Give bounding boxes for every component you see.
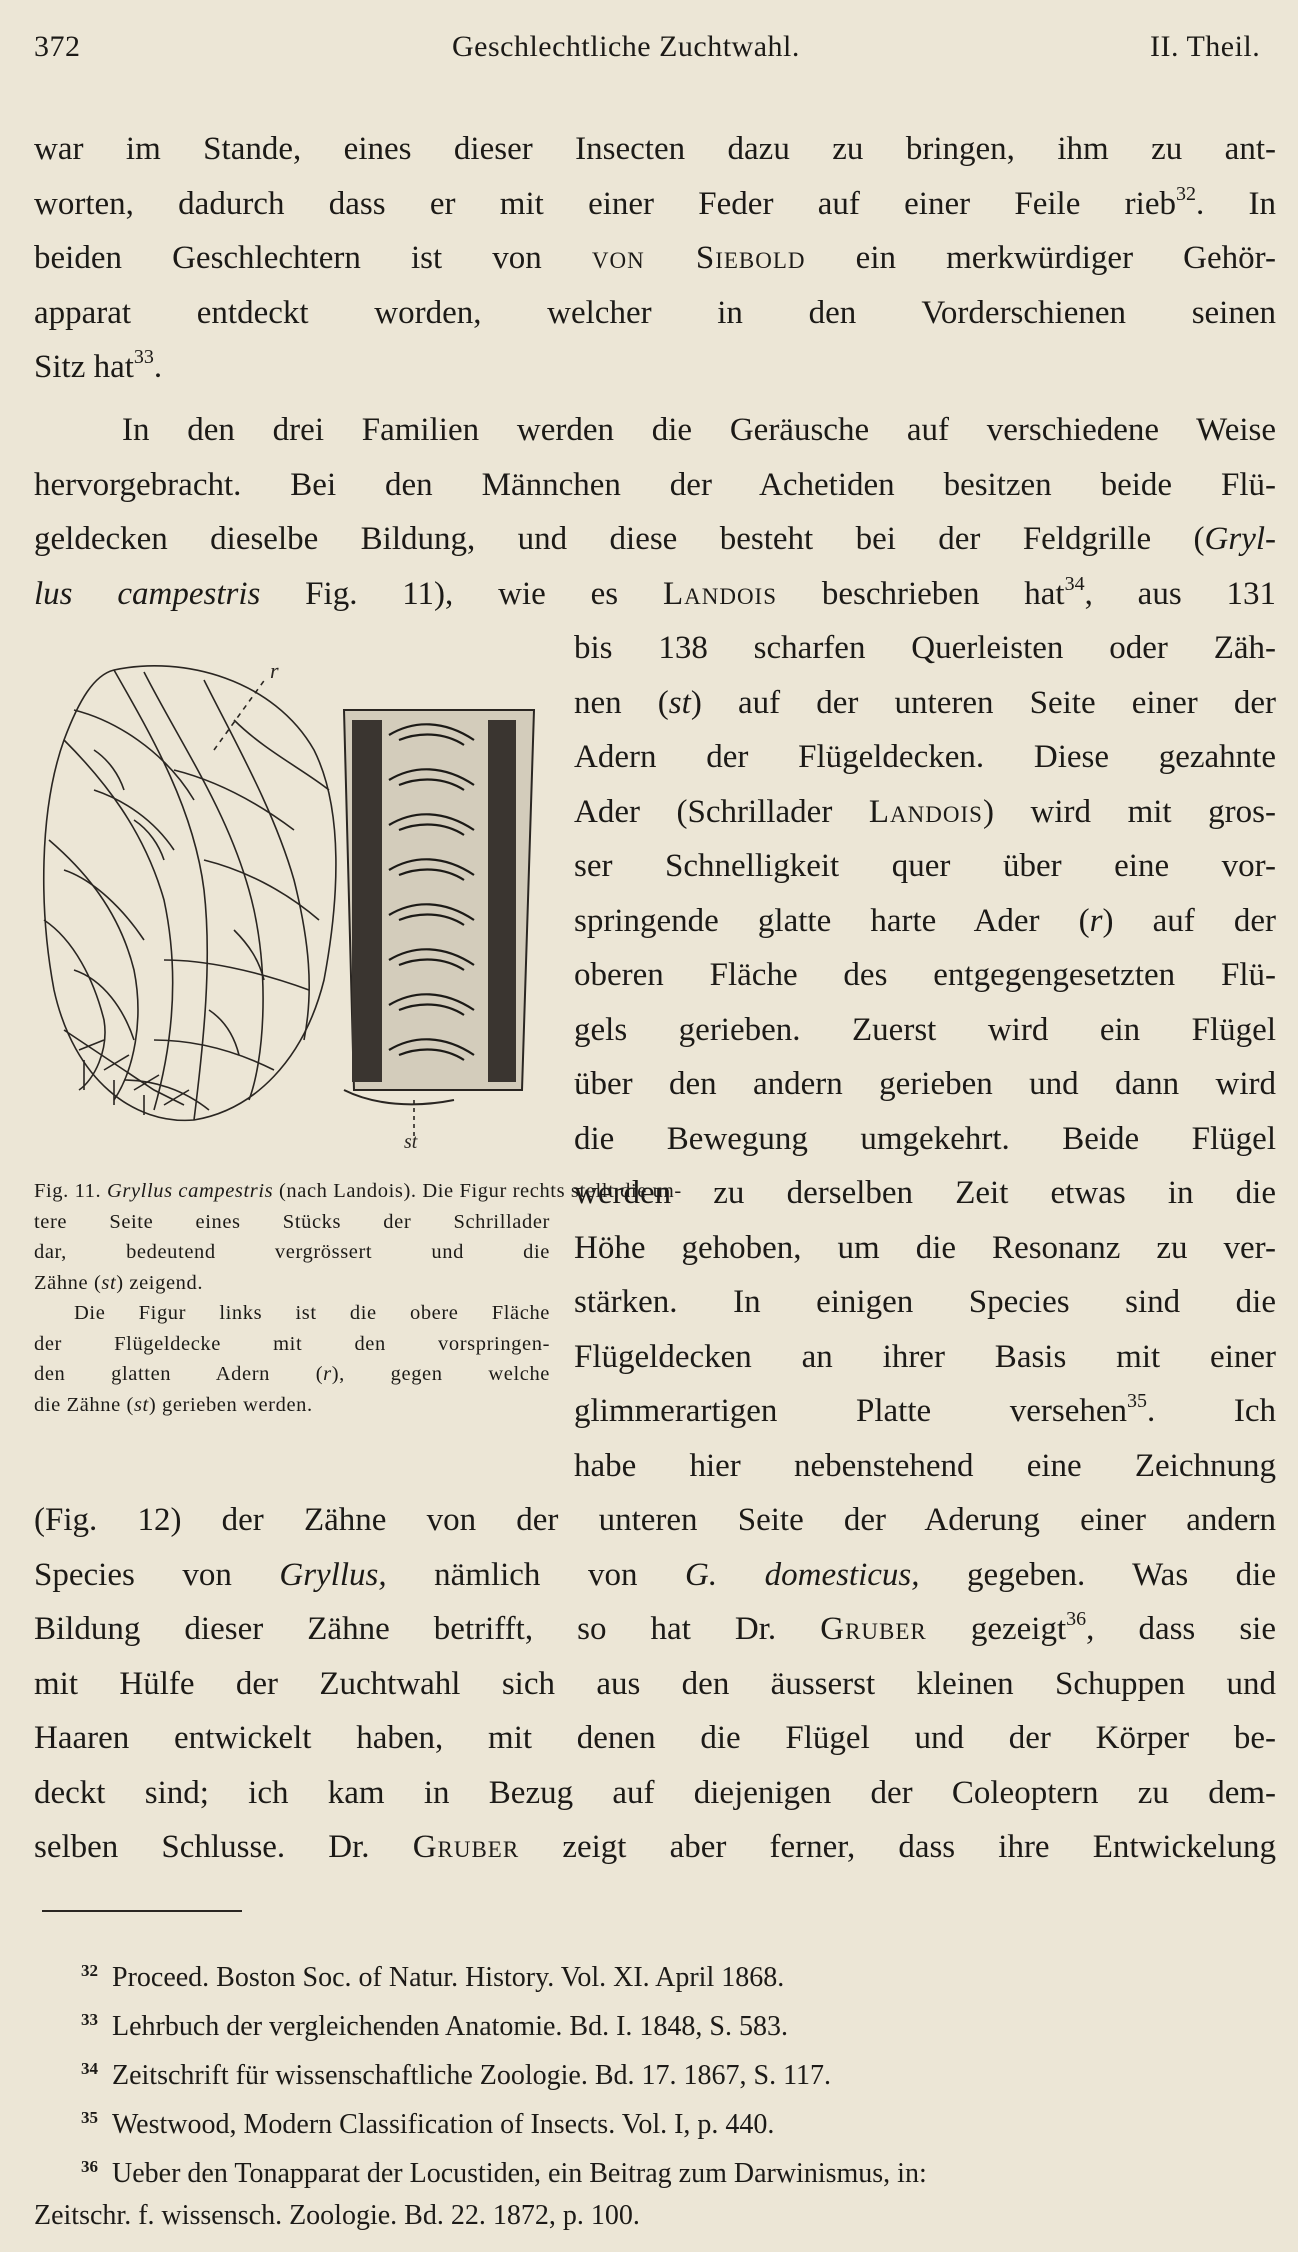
text-line bbox=[34, 340, 1276, 395]
text-run: nämlich von bbox=[386, 1556, 685, 1593]
text-line bbox=[34, 231, 1276, 286]
text-run: Bildung dieser Zähne betrifft, so hat Dr. bbox=[34, 1611, 821, 1647]
paragraph-2-column bbox=[574, 621, 1276, 1493]
text-line bbox=[574, 621, 1276, 676]
text-run: r bbox=[1089, 902, 1103, 939]
text-run: Landois bbox=[868, 793, 983, 830]
text-line bbox=[34, 286, 1276, 341]
caption-line bbox=[34, 1237, 550, 1268]
footnote bbox=[34, 2146, 1284, 2195]
text-run: beiden Geschlechtern ist von bbox=[34, 240, 592, 276]
text-run: Ader (Schrillader bbox=[574, 793, 869, 830]
text-run: mit Hülfe der Zuchtwahl sich aus den äusserst kleinen Schuppen und bbox=[34, 1665, 1276, 1702]
footnote-ref: 36 bbox=[1066, 1608, 1087, 1630]
text-line bbox=[574, 1112, 1276, 1167]
text-line bbox=[34, 1602, 1276, 1657]
figure-label-r: r bbox=[270, 660, 279, 683]
footnote-text: Ueber den Tonapparat der Locustiden, ein Beitrag zum Darwinismus, in: bbox=[112, 2158, 927, 2189]
text-run: selben Schlusse. Dr. bbox=[34, 1829, 413, 1865]
footnote-number: 35 bbox=[81, 2108, 98, 2127]
text-run: bis 138 scharfen Querleisten oder Zäh- bbox=[574, 630, 1276, 666]
text-run: die Zähne ( bbox=[34, 1393, 134, 1416]
text-run: G. domesticus, bbox=[685, 1556, 920, 1593]
figure-caption bbox=[34, 1176, 682, 1420]
footnote bbox=[34, 1999, 1284, 2048]
text-run: Adern der Flügeldecken. Diese gezahnte bbox=[574, 739, 1276, 775]
text-line bbox=[34, 512, 1276, 567]
text-run: Gryllus campestris bbox=[107, 1180, 274, 1202]
text-run: Fig. 11. bbox=[34, 1180, 107, 1202]
paragraph-2-tail bbox=[34, 1493, 1276, 1875]
text-run: Gryllus, bbox=[279, 1556, 387, 1593]
paragraph-1 bbox=[34, 122, 1276, 395]
text-run: . Ich bbox=[1147, 1393, 1277, 1429]
footnote-ref: 32 bbox=[1175, 182, 1196, 205]
text-line bbox=[34, 122, 1276, 177]
text-run: gels gerieben. Zuerst wird ein Flügel bbox=[574, 1011, 1276, 1048]
text-run: Höhe gehoben, um die Resonanz zu ver- bbox=[574, 1229, 1276, 1266]
text-line bbox=[574, 1439, 1276, 1494]
page-number: 372 bbox=[34, 30, 81, 63]
text-run: Zähne ( bbox=[34, 1271, 102, 1294]
text-line bbox=[574, 1221, 1276, 1276]
text-run: . In bbox=[1195, 185, 1276, 222]
text-run: st bbox=[101, 1271, 117, 1294]
text-run: (nach Landois). Die Figur rechts stellt die un- bbox=[273, 1180, 682, 1202]
text-run: den glatten Adern ( bbox=[34, 1363, 324, 1385]
text-run: Die Figur links ist die obere Fläche bbox=[74, 1302, 550, 1324]
footnote-number: 32 bbox=[81, 1961, 98, 1980]
caption-line bbox=[34, 1329, 550, 1360]
text-run: Flügeldecken an ihrer Basis mit einer bbox=[574, 1338, 1276, 1375]
footnote-number: 34 bbox=[81, 2059, 98, 2078]
text-run: habe hier nebenstehend eine Zeichnung bbox=[574, 1447, 1276, 1484]
text-run: springende glatte harte Ader ( bbox=[574, 902, 1090, 939]
text-run: Haaren entwickelt haben, mit denen die Flügel und der Körper be- bbox=[34, 1720, 1276, 1756]
text-run: Gruber bbox=[412, 1829, 520, 1865]
text-run: , aus 131 bbox=[1084, 575, 1277, 612]
text-run: , dass sie bbox=[1086, 1611, 1276, 1647]
footnote bbox=[34, 2195, 1284, 2237]
text-line bbox=[574, 1275, 1276, 1330]
text-line bbox=[574, 1384, 1276, 1439]
figure-11-illustration bbox=[34, 660, 554, 1150]
footnote-ref: 34 bbox=[1064, 572, 1085, 595]
text-run: ) gerieben werden. bbox=[148, 1393, 313, 1416]
text-line bbox=[34, 458, 1276, 513]
text-run: von Siebold bbox=[591, 240, 806, 276]
footnote bbox=[34, 1950, 1284, 1999]
text-line bbox=[574, 676, 1276, 731]
text-line bbox=[34, 177, 1276, 232]
text-line bbox=[574, 1330, 1276, 1385]
text-run: Landois bbox=[662, 575, 778, 612]
text-line bbox=[34, 1657, 1276, 1712]
text-line bbox=[574, 948, 1276, 1003]
wing-upper-surface-drawing bbox=[44, 666, 336, 1121]
text-run: ser Schnelligkeit quer über eine vor- bbox=[574, 848, 1276, 884]
text-run: glimmerartigen Platte versehen bbox=[574, 1393, 1128, 1429]
figure-label-st: st bbox=[404, 1131, 418, 1150]
text-line bbox=[34, 403, 1276, 458]
text-run: war im Stande, eines dieser Insecten dazu zu bringen, ihm zu ant- bbox=[34, 131, 1276, 167]
text-run: deckt sind; ich kam in Bezug auf diejenigen der Coleoptern zu dem- bbox=[34, 1774, 1276, 1811]
text-line bbox=[574, 894, 1276, 949]
footnote-ref: 35 bbox=[1127, 1390, 1148, 1412]
footnote-text: Zeitschrift für wissenschaftliche Zoologie. Bd. 17. 1867, S. 117. bbox=[112, 2060, 832, 2091]
text-line bbox=[34, 1766, 1276, 1821]
footnote bbox=[34, 2048, 1284, 2097]
text-line bbox=[574, 1057, 1276, 1112]
footnote-text: Zeitschr. f. wissensch. Zoologie. Bd. 22. 1872, p. 100. bbox=[34, 2200, 640, 2231]
text-line bbox=[574, 1003, 1276, 1058]
text-run: der Flügeldecke mit den vorspringen- bbox=[34, 1332, 550, 1355]
caption-line bbox=[34, 1268, 550, 1299]
text-run: Gryl- bbox=[1204, 521, 1276, 557]
caption-line bbox=[34, 1176, 682, 1207]
text-line bbox=[574, 730, 1276, 785]
text-run: ) auf der bbox=[1102, 902, 1276, 939]
caption-line bbox=[34, 1359, 550, 1390]
text-run: beschrieben hat bbox=[777, 575, 1065, 612]
footnote-rule bbox=[42, 1910, 242, 1912]
text-run: stärken. In einigen Species sind die bbox=[574, 1284, 1276, 1320]
text-run: nen ( bbox=[574, 684, 669, 721]
text-line bbox=[574, 785, 1276, 840]
text-run: ) auf der unteren Seite einer der bbox=[690, 684, 1276, 721]
text-run: oberen Fläche des entgegengesetzten Flü- bbox=[574, 957, 1276, 993]
footnote-number: 36 bbox=[81, 2157, 98, 2176]
text-run: über den andern gerieben und dann wird bbox=[574, 1066, 1276, 1102]
text-run: ein merkwürdiger Gehör- bbox=[805, 240, 1276, 276]
part-label: II. Theil. bbox=[1150, 30, 1261, 63]
footnote-ref: 33 bbox=[133, 346, 154, 368]
text-run: st bbox=[668, 684, 691, 721]
text-run: . bbox=[153, 349, 163, 385]
text-run: Fig. 11), wie es bbox=[260, 575, 663, 612]
text-run: geldecken dieselbe Bildung, und diese besteht bei der Feldgrille ( bbox=[34, 521, 1205, 557]
text-run: r bbox=[323, 1363, 332, 1385]
text-run: (Fig. 12) der Zähne von der unteren Seite der Aderung einer andern bbox=[34, 1502, 1276, 1538]
text-run: tere Seite eines Stücks der Schrillader bbox=[34, 1210, 550, 1233]
text-run: dar, bedeutend vergrössert und die bbox=[34, 1241, 550, 1263]
text-run: werden zu derselben Zeit etwas in die bbox=[574, 1175, 1276, 1211]
caption-line bbox=[34, 1298, 550, 1329]
text-line bbox=[34, 1820, 1276, 1875]
caption-line bbox=[34, 1207, 550, 1238]
text-run: In den drei Familien werden die Geräusche auf verschiedene Weise bbox=[122, 412, 1276, 448]
text-line bbox=[34, 567, 1276, 622]
text-run: lus campestris bbox=[34, 575, 261, 612]
footnote-text: Lehrbuch der vergleichenden Anatomie. Bd. I. 1848, S. 583. bbox=[112, 2011, 788, 2042]
text-line bbox=[574, 839, 1276, 894]
running-title: Geschlechtliche Zuchtwahl. bbox=[452, 30, 800, 63]
paragraph-2-full-width bbox=[34, 403, 1276, 621]
text-run: Gruber bbox=[820, 1611, 927, 1647]
text-line bbox=[34, 1711, 1276, 1766]
text-run: Sitz hat bbox=[34, 349, 134, 385]
footnotes bbox=[34, 1950, 1284, 2237]
text-run: gezeigt bbox=[926, 1611, 1067, 1647]
stridulating-vein-drawing bbox=[344, 710, 534, 1138]
footnote bbox=[34, 2097, 1284, 2146]
text-run: die Bewegung umgekehrt. Beide Flügel bbox=[574, 1120, 1276, 1157]
text-run: hervorgebracht. Bei den Männchen der Achetiden besitzen beide Flü- bbox=[34, 466, 1276, 503]
text-run: worten, dadurch dass er mit einer Feder auf einer Feile rieb bbox=[34, 185, 1176, 222]
text-run: ) zeigend. bbox=[116, 1271, 204, 1294]
text-run: ) wird mit gros- bbox=[982, 793, 1276, 830]
caption-line bbox=[34, 1390, 550, 1421]
text-line bbox=[34, 1493, 1276, 1548]
text-run: zeigt aber ferner, dass ihre Entwickelung bbox=[519, 1829, 1276, 1865]
text-run: Species von bbox=[34, 1556, 280, 1593]
text-line bbox=[34, 1548, 1276, 1603]
text-run: apparat entdeckt worden, welcher in den Vorderschienen seinen bbox=[34, 294, 1276, 331]
footnote-text: Proceed. Boston Soc. of Natur. History. Vol. XI. April 1868. bbox=[112, 1962, 785, 1993]
footnote-number: 33 bbox=[81, 2010, 98, 2029]
text-run: ), gegen welche bbox=[331, 1363, 550, 1385]
text-run: gegeben. Was die bbox=[919, 1556, 1276, 1593]
text-run: st bbox=[133, 1393, 149, 1416]
footnote-text: Westwood, Modern Classification of Insects. Vol. I, p. 440. bbox=[112, 2109, 775, 2140]
